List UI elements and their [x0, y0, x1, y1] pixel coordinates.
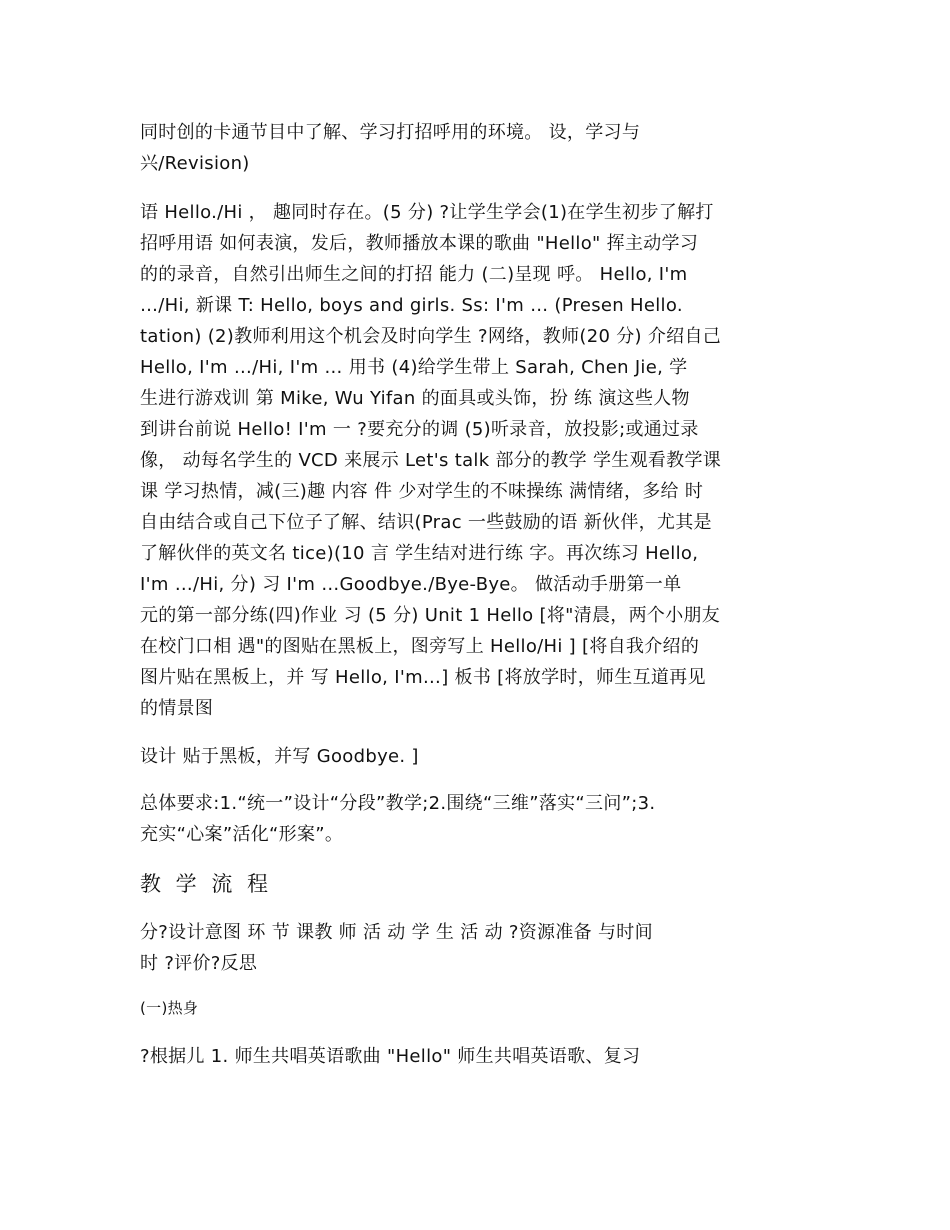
- text-line: Hello, I'm …/Hi, I'm … 用书 (4)给学生带上 Sarah, Chen Jie, 学: [140, 357, 688, 378]
- text-line: 课 学习热情，减(三)趣 内容 件 少对学生的不味操练 满情绪，多给 时: [140, 481, 704, 502]
- text-line: 同时创的卡通节目中了解、学习打招呼用的环境。 设，学习与: [140, 122, 641, 143]
- text-line: 总体要求:1.“统一”设计“分段”教学;2.围绕“三维”落实“三问”;3.: [140, 793, 656, 814]
- text-line: 了解伙伴的英文名 tice)(10 言 学生结对进行练 字。再次练习 Hello,: [140, 543, 699, 564]
- text-line: 在校门口相 遇"的图贴在黑板上，图旁写上 Hello/Hi ] [将自我介绍的: [140, 636, 700, 657]
- text-line: 元的第一部分练(四)作业 习 (5 分) Unit 1 Hello [将"清晨，两个小朋友: [140, 605, 721, 626]
- document-page: [140, 117, 810, 1072]
- text-line: tation) (2)教师利用这个机会及时向学生 ?网络，教师(20 分) 介绍自己: [140, 326, 722, 347]
- board-design-line: 设计 贴于黑板，并写 Goodbye. ]: [140, 746, 419, 767]
- text-line: 像， 动每名学生的 VCD 来展示 Let's talk 部分的教学 学生观看教学课: [140, 450, 722, 471]
- text-line: 兴/Revision): [140, 153, 250, 174]
- text-line: 到讲台前说 Hello! I'm 一 ?要充分的调 (5)听录音，放投影;或通过录: [140, 419, 699, 440]
- warmup-line: ?根据儿 1. 师生共唱英语歌曲 "Hello" 师生共唱英语歌、复习: [140, 1046, 641, 1067]
- text-line: …/Hi, 新课 T: Hello, boys and girls. Ss: I'm … (Presen Hello.: [140, 295, 683, 316]
- flow-title: 教 学 流 程: [140, 872, 273, 896]
- text-line: 招呼用语 如何表演，发后，教师播放本课的歌曲 "Hello" 挥主动学习: [140, 233, 699, 254]
- requirements-paragraph: [140, 788, 810, 850]
- text-line: 的情景图: [140, 698, 214, 719]
- intro-paragraph: [140, 117, 810, 179]
- text-line: 时 ?评价?反思: [140, 953, 258, 974]
- text-line: 充实“心案”活化“形案”。: [140, 824, 344, 845]
- text-line: 自由结合或自己下位子了解、结识(Prac 一些鼓励的语 新伙伴，尤其是: [140, 512, 712, 533]
- text-line: 的的录音，自然引出师生之间的打招 能力 (二)呈现 呼。 Hello, I'm: [140, 264, 688, 285]
- text-line: 语 Hello./Hi ， 趣同时存在。(5 分) ?让学生学会(1)在学生初步了解打: [140, 202, 714, 223]
- text-line: 分?设计意图 环 节 课教 师 活 动 学 生 活 动 ?资源准备 与时间: [140, 922, 653, 943]
- text-line: 图片贴在黑板上，并 写 Hello, I'm…] 板书 [将放学时，师生互道再见: [140, 667, 706, 688]
- text-line: I'm …/Hi, 分) 习 I'm …Goodbye./Bye-Bye。 做活动手册第一单: [140, 574, 682, 595]
- lesson-body-paragraph: [140, 197, 810, 724]
- text-line: 生进行游戏训 第 Mike, Wu Yifan 的面具或头饰，扮 练 演这些人物: [140, 388, 690, 409]
- table-header-paragraph: [140, 917, 810, 979]
- section-label: (一)热身: [140, 999, 199, 1017]
